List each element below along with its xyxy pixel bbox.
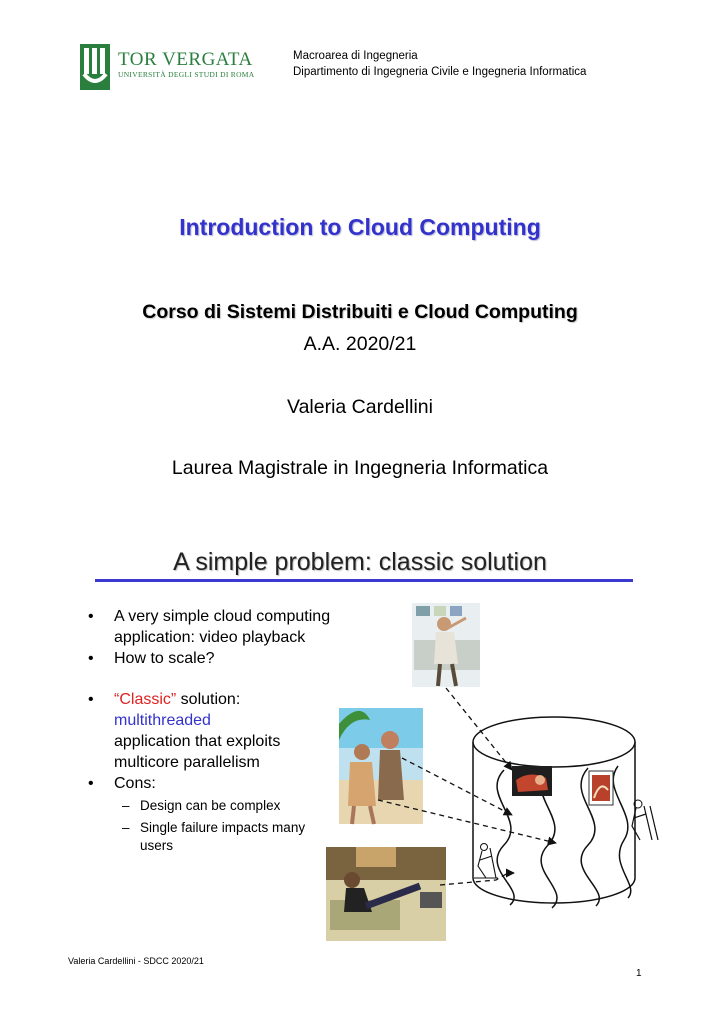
video-thumbnail-icon	[632, 800, 658, 840]
user-figure-2-icon	[339, 708, 423, 824]
classic-word: Classic	[119, 691, 171, 708]
user-figure-3-icon	[326, 847, 446, 941]
logo-subtitle: UNIVERSITÀ DEGLI STUDI DI ROMA	[118, 70, 255, 79]
footer-text: Valeria Cardellini - SDCC 2020/21	[68, 956, 204, 966]
sub-bullet-marker: –	[122, 798, 130, 813]
sub-bullet-text: Design can be complex	[140, 798, 281, 813]
course-name: Corso di Sistemi Distribuiti e Cloud Computing	[142, 301, 578, 323]
sub-bullet-marker: –	[122, 820, 130, 835]
sub-bullet-text: Single failure impacts many users	[140, 820, 306, 853]
macroarea-line: Macroarea di Ingegneria	[293, 50, 418, 62]
quote-close: ”	[170, 691, 177, 708]
bullet-text: application that exploits multicore parallelism	[114, 733, 281, 771]
solution-text: solution:	[176, 691, 241, 708]
server-cylinder-icon	[473, 717, 635, 903]
quote-open: “	[114, 691, 120, 708]
bullet-marker: •	[88, 608, 94, 625]
slide-title: A simple problem: classic solution	[173, 548, 547, 576]
degree-name: Laurea Magistrale in Ingegneria Informatica	[171, 457, 549, 479]
user-figure-1-icon	[412, 603, 480, 687]
logo-title: TOR VERGATA	[118, 49, 253, 70]
video-thumbnail-icon	[589, 771, 613, 805]
academic-year: A.A. 2020/21	[303, 333, 417, 355]
bullet-text: Cons:	[114, 775, 156, 792]
multithreaded-word: multithreaded	[114, 712, 211, 729]
bullet-text: A very simple cloud computing application: video playback	[114, 608, 331, 646]
department-line: Dipartimento di Ingegneria Civile e Ingegneria Informatica	[293, 66, 587, 78]
author-name: Valeria Cardellini	[287, 396, 433, 418]
bullet-marker: •	[88, 775, 94, 792]
bullet-text: How to scale?	[114, 650, 215, 667]
page-number: 1	[636, 968, 642, 979]
page-title: Introduction to Cloud Computing	[179, 214, 541, 240]
bullet-marker: •	[88, 650, 94, 667]
video-thumbnail-icon	[512, 766, 552, 796]
bullet-marker: •	[88, 691, 94, 708]
